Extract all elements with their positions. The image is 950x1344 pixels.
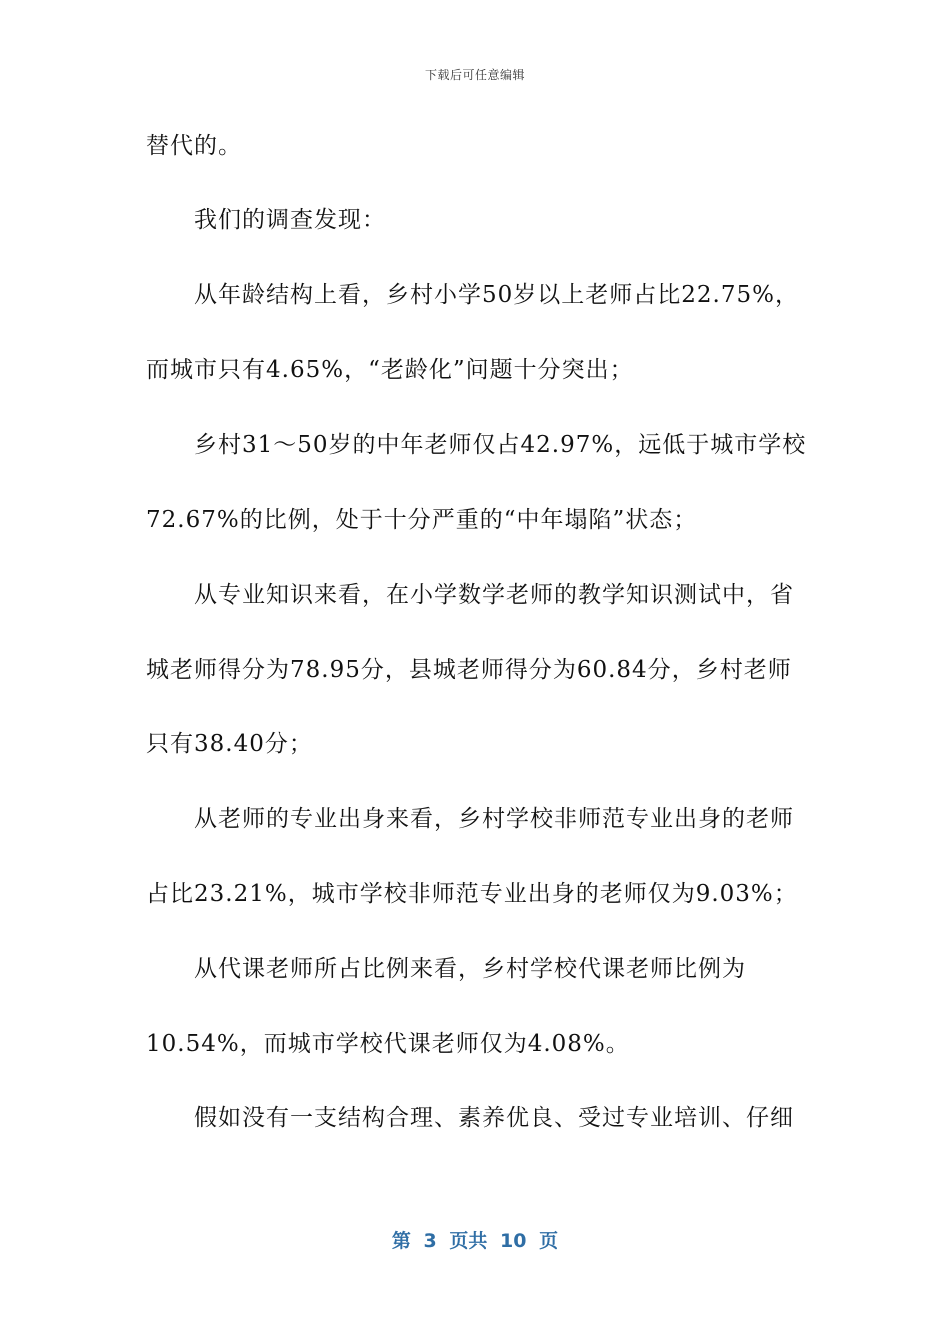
page-label-prefix: 第 xyxy=(391,1230,411,1252)
page-number-total: 10 xyxy=(500,1230,527,1252)
text-line: 只有38.40分； xyxy=(146,731,313,757)
text-line: 我们的调查发现： xyxy=(194,207,386,233)
text-line: 替代的。 xyxy=(146,133,242,159)
page-number-current: 3 xyxy=(423,1230,437,1252)
text-line: 城老师得分为78.95分，县城老师得分为60.84分，乡村老师 xyxy=(146,657,792,683)
text-line: 10.54%，而城市学校代课老师仅为4.08%。 xyxy=(146,1031,630,1057)
text-line: 72.67%的比例，处于十分严重的“中年塌陷”状态； xyxy=(146,507,698,533)
text-line: 而城市只有4.65%，“老龄化”问题十分突出； xyxy=(146,357,634,383)
text-line: 从代课老师所占比例来看，乡村学校代课老师比例为 xyxy=(194,956,746,982)
text-line: 从老师的专业出身来看，乡村学校非师范专业出身的老师 xyxy=(194,806,794,832)
text-line: 乡村31～50岁的中年老师仅占42.97%，远低于城市学校 xyxy=(194,432,807,458)
text-line: 从年龄结构上看，乡村小学50岁以上老师占比22.75%， xyxy=(194,282,799,308)
page-label-suffix: 页 xyxy=(539,1230,559,1252)
page-footer xyxy=(0,1226,950,1253)
page-label-middle: 页共 xyxy=(449,1230,488,1252)
page-header: 下载后可任意编辑 xyxy=(424,68,525,82)
text-line: 假如没有一支结构合理、素养优良、受过专业培训、仔细 xyxy=(194,1105,794,1131)
text-line: 从专业知识来看，在小学数学老师的教学知识测试中，省 xyxy=(194,582,794,608)
text-line: 占比23.21%，城市学校非师范专业出身的老师仅为9.03%； xyxy=(146,881,798,907)
